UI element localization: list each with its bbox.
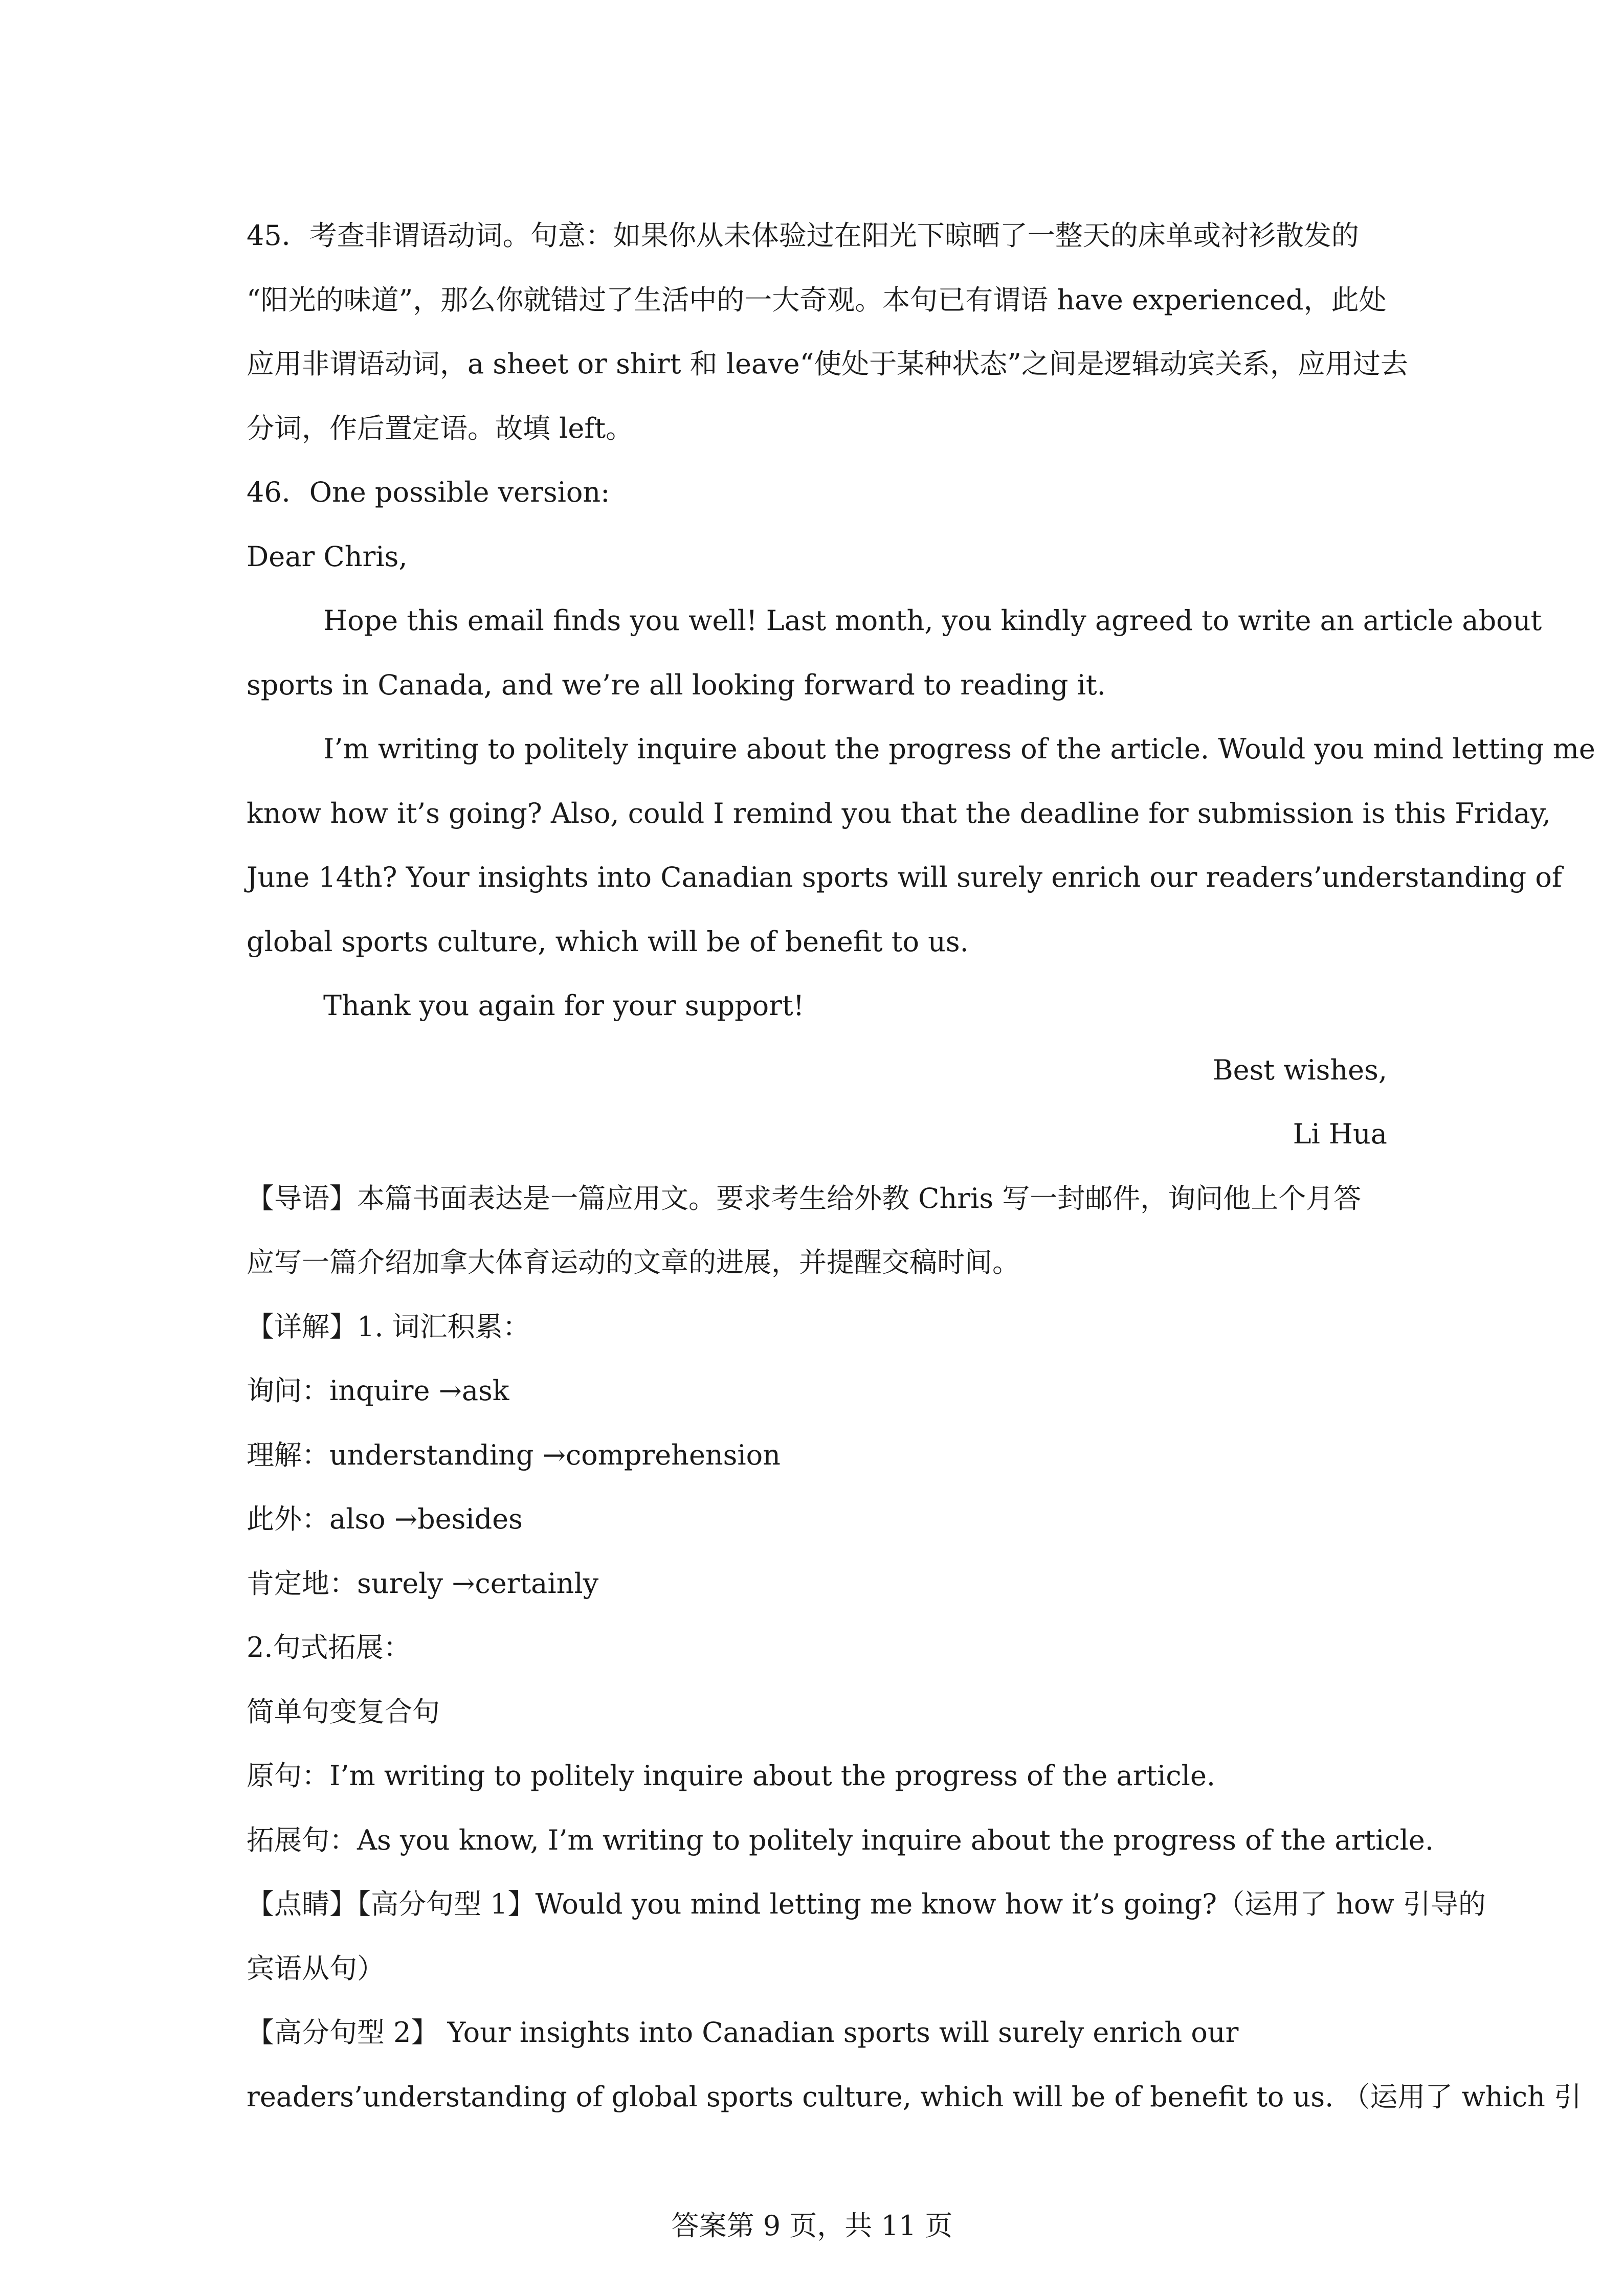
q46-heading: 46．One possible version: (247, 476, 610, 508)
letter-paragraph-3-line-1: Thank you again for your support! (323, 989, 805, 1022)
vocab-item-1: 询问：inquire →ask (247, 1375, 509, 1407)
page-footer: 答案第 9 页，共 11 页 (671, 2210, 953, 2242)
letter-paragraph-1-line-1: Hope this email finds you well! Last month, you kindly agreed to write an article about (323, 604, 1542, 637)
q45-line-4: 分词，作后置定语。故填 left。 (247, 412, 634, 444)
vocab-item-2: 理解：understanding →comprehension (247, 1438, 781, 1471)
vocab-item-4: 肯定地：surely →certainly (247, 1567, 599, 1600)
detail-heading: 【详解】1. 词汇积累： (247, 1310, 530, 1343)
letter-paragraph-1-line-2: sports in Canada, and we’re all looking forward to reading it. (247, 668, 1106, 701)
original-sentence: 原句：I’m writing to politely inquire about the progress of the article. (247, 1760, 1216, 1792)
guide-line-1: 【导语】本篇书面表达是一篇应用文。要求考生给外教 Chris 写一封邮件，询问他上个月答 (247, 1182, 1362, 1214)
tip-2-line-1: 【高分句型 2】 Your insights into Canadian sports will surely enrich our (247, 2016, 1239, 2049)
tip-1-line-1: 【点睛】【高分句型 1】Would you mind letting me know how it’s going?（运用了 how 引导的 (247, 1888, 1486, 1920)
expanded-sentence: 拓展句：As you know, I’m writing to politely inquire about the progress of the article. (247, 1824, 1434, 1856)
guide-line-2: 应写一篇介绍加拿大体育运动的文章的进展，并提醒交稿时间。 (247, 1246, 1020, 1278)
pattern-heading: 2.句式拓展： (247, 1631, 411, 1663)
vocab-item-3: 此外：also →besides (247, 1503, 523, 1535)
tip-1-line-2: 宾语从句） (247, 1952, 385, 1985)
letter-paragraph-2-line-4: global sports culture, which will be of benefit to us. (247, 925, 969, 958)
page-content (247, 204, 1595, 2129)
letter-paragraph-2-line-1: I’m writing to politely inquire about the progress of the article. Would you mind letting me (323, 733, 1595, 765)
letter-paragraph-2-line-3: June 14th? Your insights into Canadian sports will surely enrich our readers’understanding of (247, 861, 1562, 893)
letter-closing: Best wishes, (1212, 1053, 1387, 1086)
tip-2-line-2: readers’understanding of global sports culture, which will be of benefit to us. （运用了 which 引 (247, 2080, 1582, 2113)
q45-line-2: “阳光的味道”，那么你就错过了生活中的一大奇观。本句已有谓语 have experienced，此处 (247, 283, 1387, 316)
pattern-type: 简单句变复合句 (247, 1695, 440, 1728)
letter-salutation: Dear Chris, (247, 540, 408, 573)
q45-line-1: 45．考查非谓语动词。句意：如果你从未体验过在阳光下晾晒了一整天的床单或衬衫散发的 (247, 219, 1359, 252)
letter-paragraph-2-line-2: know how it’s going? Also, could I remind you that the deadline for submission is this Friday, (247, 797, 1551, 829)
q45-line-3: 应用非谓语动词，a sheet or shirt 和 leave“使处于某种状态”之间是逻辑动宾关系，应用过去 (247, 348, 1408, 380)
letter-signature: Li Hua (1293, 1118, 1387, 1150)
